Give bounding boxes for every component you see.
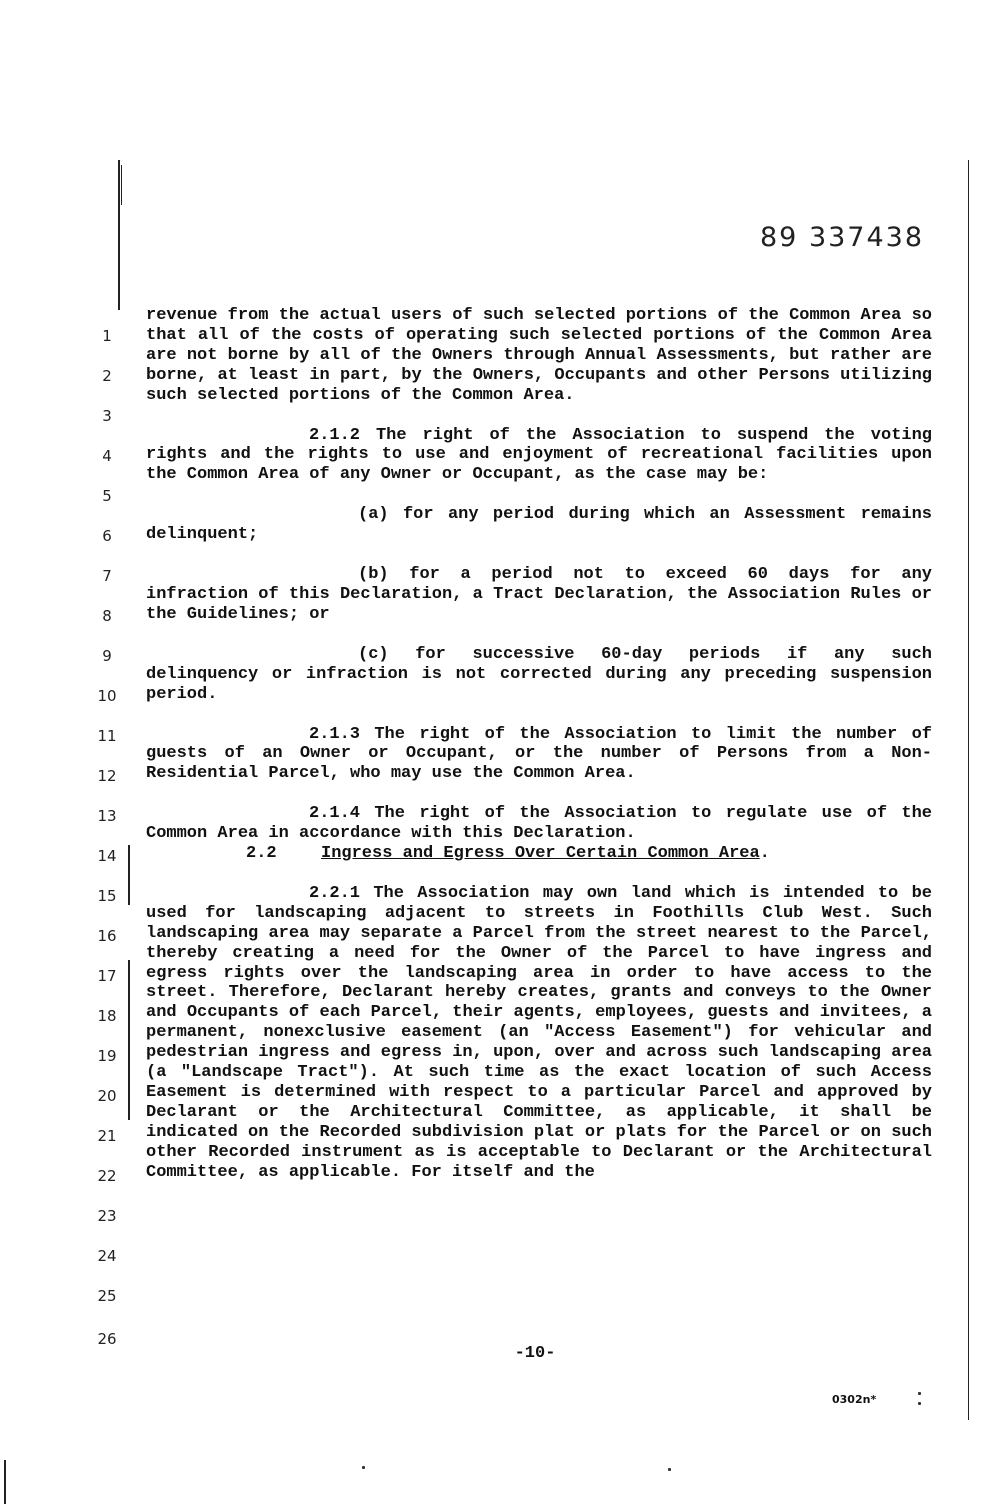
- form-code: 0302n*: [832, 1393, 877, 1406]
- line-number: 21: [97, 1127, 117, 1145]
- line-number: 15: [97, 887, 117, 905]
- line-number: 3: [102, 407, 112, 425]
- section-title-period: .: [759, 844, 770, 864]
- paragraph-2-2-1: 2.2.1 The Association may own land which is intended to be used for landscaping adjacent to streets in Foothills Club West. Such landscaping area may separate a Parcel from the street nearest to the Parcel, thereby creating a need for the Owner of the Parcel to have ingress and egress rights over the landscaping area in order to have access to the street. Therefore, Declarant hereby creates, grants and conveys to the Owner and Occupants of each Parcel, their agents, employees, guests and invitees, a permanent, nonexclusive easement (an "Access Easement") for vehicular and pedestrian ingress and egress in, upon, over and across such landscaping area (a "Landscape Tract"). At such time as the exact location of such Access Easement is determined with respect to a particular Parcel and approved by Declarant or the Architectural Committee, as applicable, it shall be indicated on the Recorded subdivision plat or plats for the Parcel or on such other Recorded instrument as is acceptable to Declarant or the Architectural Committee, as applicable. For itself and the: [146, 883, 932, 1182]
- line-number: 25: [97, 1287, 117, 1305]
- line-number: 10: [97, 687, 117, 705]
- speck: [362, 1466, 365, 1469]
- section-number: 2.2: [246, 844, 277, 864]
- line-number: 17: [97, 967, 117, 985]
- line-number: 12: [97, 767, 117, 785]
- left-margin-rule-upper-tick: [121, 165, 122, 205]
- paragraph-b: (b) for a period not to exceed 60 days for any infraction of this Declaration, a Tract Declaration, the Association Rules or the Guidelines; or: [146, 565, 932, 624]
- speck: [918, 1392, 921, 1395]
- section-title: Ingress and Egress Over Certain Common Area: [321, 844, 760, 864]
- line-number: 6: [102, 527, 112, 545]
- line-number: 18: [97, 1007, 117, 1025]
- line-number: 8: [102, 607, 112, 625]
- line-number: 14: [97, 847, 117, 865]
- paragraph-2-1-4: 2.1.4 The right of the Association to regulate use of the Common Area in accordance with this Declaration.: [146, 804, 932, 844]
- line-number: 23: [97, 1207, 117, 1225]
- speck: [668, 1468, 671, 1471]
- paragraph-c: (c) for successive 60-day periods if any such delinquency or infraction is not corrected during any preceding suspension period.: [146, 644, 932, 704]
- line-number: 9: [102, 647, 112, 665]
- line-number: 20: [97, 1087, 117, 1105]
- paragraph-continuation: revenue from the actual users of such selected portions of the Common Area so that all of the costs of operating such selected portions of the Common Area are not borne by all of the Owners through Annual Assessments, but rather are borne, at least in part, by the Owners, Occupants and other Persons utilizing such selected portions of the Common Area.: [146, 306, 932, 405]
- paragraph-2-1-3: 2.1.3 The right of the Association to limit the number of guests of an Owner or Occupant, or the number of Persons from a Non-Residential Parcel, who may use the Common Area.: [146, 724, 932, 784]
- line-number: 13: [97, 807, 117, 825]
- paragraph-2-1-2: 2.1.2 The right of the Association to suspend the voting rights and the rights to use and enjoyment of recreational facilities upon the Common Area of any Owner or Occupant, as the case may be:: [146, 425, 932, 485]
- left-margin-rule-lower: [128, 845, 130, 905]
- line-number: 16: [97, 927, 117, 945]
- left-margin-rule-lower-2: [128, 960, 130, 1120]
- line-number: 2: [102, 367, 112, 385]
- line-number: 5: [102, 487, 112, 505]
- document-body: [146, 306, 932, 1183]
- section-heading-2-2: [146, 844, 932, 864]
- line-number: 22: [97, 1167, 117, 1185]
- line-number: 1: [102, 327, 112, 345]
- paragraph-a: (a) for any period during which an Assessment remains delinquent;: [146, 505, 932, 545]
- line-number: 7: [102, 567, 112, 585]
- right-margin-rule: [968, 160, 969, 1420]
- speck: [918, 1402, 921, 1405]
- line-number: 4: [102, 447, 112, 465]
- bottom-left-mark: [4, 1460, 6, 1504]
- line-number: 11: [97, 727, 117, 745]
- line-number: 26: [97, 1330, 117, 1348]
- line-number: 19: [97, 1047, 117, 1065]
- left-margin-rule: [118, 160, 120, 310]
- recording-number: 89 337438: [760, 222, 925, 253]
- line-number: 24: [97, 1247, 117, 1265]
- page-number: -10-: [514, 1344, 556, 1363]
